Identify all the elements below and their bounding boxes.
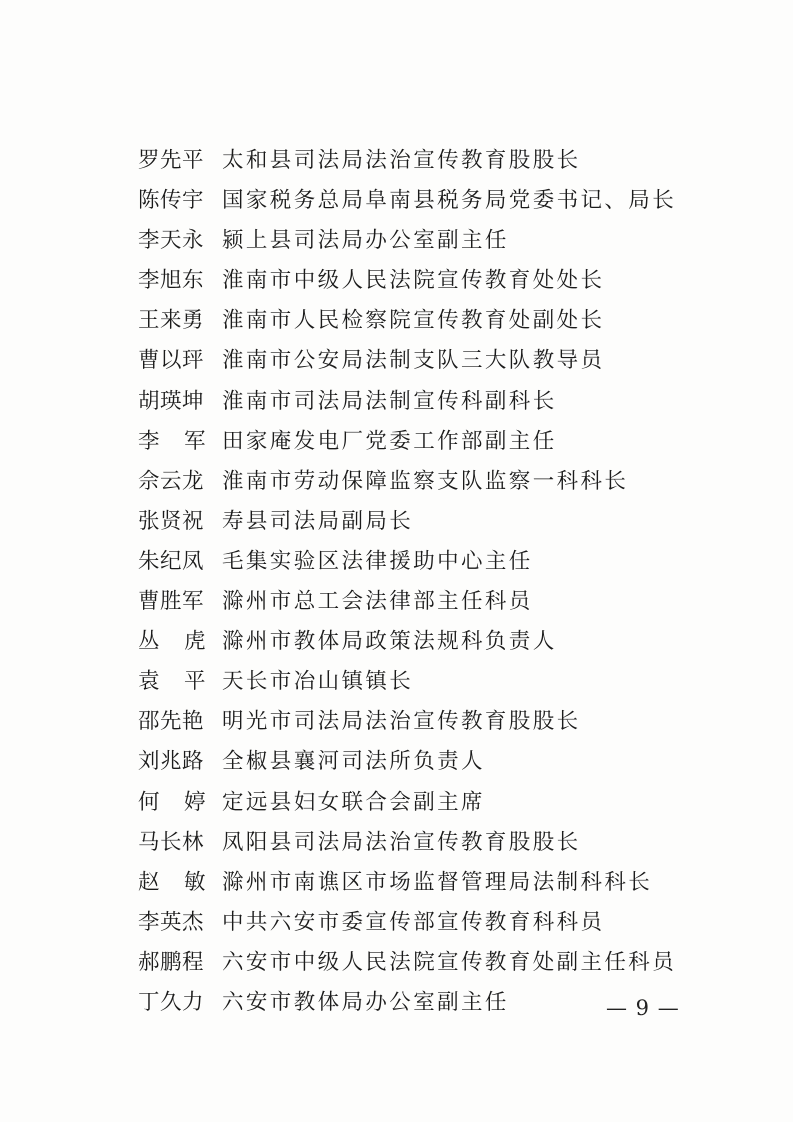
person-name: 郝鹏程 [138, 949, 205, 975]
person-title: 国家税务总局阜南县税务局党委书记、局长 [222, 188, 677, 214]
person-title: 淮南市中级人民法院宣传教育处处长 [222, 268, 605, 294]
person-title: 淮南市公安局法制支队三大队教导员 [222, 348, 605, 374]
person-name: 马长林 [138, 829, 205, 855]
list-item [0, 502, 793, 542]
person-title: 六安市教体局办公室副主任 [222, 989, 509, 1015]
person-name: 张贤祝 [138, 508, 205, 534]
list-item [0, 943, 793, 983]
person-title: 太和县司法局法治宣传教育股股长 [222, 148, 581, 173]
list-item [0, 542, 793, 582]
page-number: — 9 — [606, 996, 680, 1020]
roster-list [0, 141, 793, 1023]
person-name: 胡瑛坤 [138, 388, 205, 414]
person-title: 淮南市人民检察院宣传教育处副处长 [222, 308, 605, 334]
list-item [0, 422, 793, 462]
person-name: 曹以玶 [138, 348, 205, 374]
person-name: 李旭东 [138, 268, 205, 294]
name-char-first: 袁 [138, 669, 160, 695]
list-item [0, 622, 793, 662]
name-char-first: 何 [138, 789, 160, 815]
person-title: 淮南市劳动保障监察支队监察一科科长 [222, 468, 629, 494]
person-title: 毛集实验区法律援助中心主任 [222, 548, 533, 574]
person-title: 寿县司法局副局长 [222, 508, 414, 534]
person-title: 中共六安市委宣传部宣传教育科科员 [222, 909, 605, 935]
person-title: 滁州市教体局政策法规科负责人 [222, 629, 557, 655]
list-item [0, 341, 793, 381]
person-title: 明光市司法局法治宣传教育股股长 [222, 709, 581, 735]
person-name: 朱纪凤 [138, 548, 205, 574]
person-name: 佘云龙 [138, 468, 205, 494]
name-char-second: 婷 [184, 789, 206, 815]
list-item [0, 702, 793, 742]
person-name: 陈传宇 [138, 188, 205, 214]
list-item [0, 823, 793, 863]
person-title: 定远县妇女联合会副主席 [222, 789, 485, 815]
person-title: 全椒县襄河司法所负责人 [222, 749, 485, 775]
list-item [0, 742, 793, 782]
list-item [0, 863, 793, 903]
list-item [0, 462, 793, 502]
person-title: 田家庵发电厂党委工作部副主任 [222, 428, 557, 454]
person-title: 颍上县司法局办公室副主任 [222, 228, 509, 254]
list-item [0, 783, 793, 823]
list-item [0, 141, 793, 181]
person-name: 罗先平 [138, 148, 205, 173]
name-char-first: 丛 [138, 629, 160, 655]
list-item [0, 382, 793, 422]
person-title: 滁州市南谯区市场监督管理局法制科科长 [222, 869, 653, 895]
list-item [0, 221, 793, 261]
person-name: 刘兆路 [138, 749, 205, 775]
list-item [0, 301, 793, 341]
name-char-first: 赵 [138, 869, 160, 895]
list-item [0, 261, 793, 301]
person-title: 凤阳县司法局法治宣传教育股股长 [222, 829, 581, 855]
name-char-second: 军 [184, 428, 206, 454]
person-name: 丁久力 [138, 989, 205, 1015]
list-item [0, 181, 793, 221]
name-char-first: 李 [138, 428, 160, 454]
person-title: 六安市中级人民法院宣传教育处副主任科员 [222, 949, 677, 975]
name-char-second: 平 [184, 669, 206, 695]
person-title: 天长市冶山镇镇长 [222, 669, 414, 695]
person-title: 滁州市总工会法律部主任科员 [222, 589, 533, 615]
person-name: 曹胜军 [138, 589, 205, 615]
name-char-second: 敏 [184, 869, 206, 895]
list-item [0, 903, 793, 943]
list-item [0, 662, 793, 702]
person-name: 李天永 [138, 228, 205, 254]
name-char-second: 虎 [184, 629, 206, 655]
person-name: 王来勇 [138, 308, 205, 334]
person-name: 邵先艳 [138, 709, 205, 735]
list-item [0, 582, 793, 622]
person-name: 李英杰 [138, 909, 205, 935]
person-title: 淮南市司法局法制宣传科副科长 [222, 388, 557, 414]
